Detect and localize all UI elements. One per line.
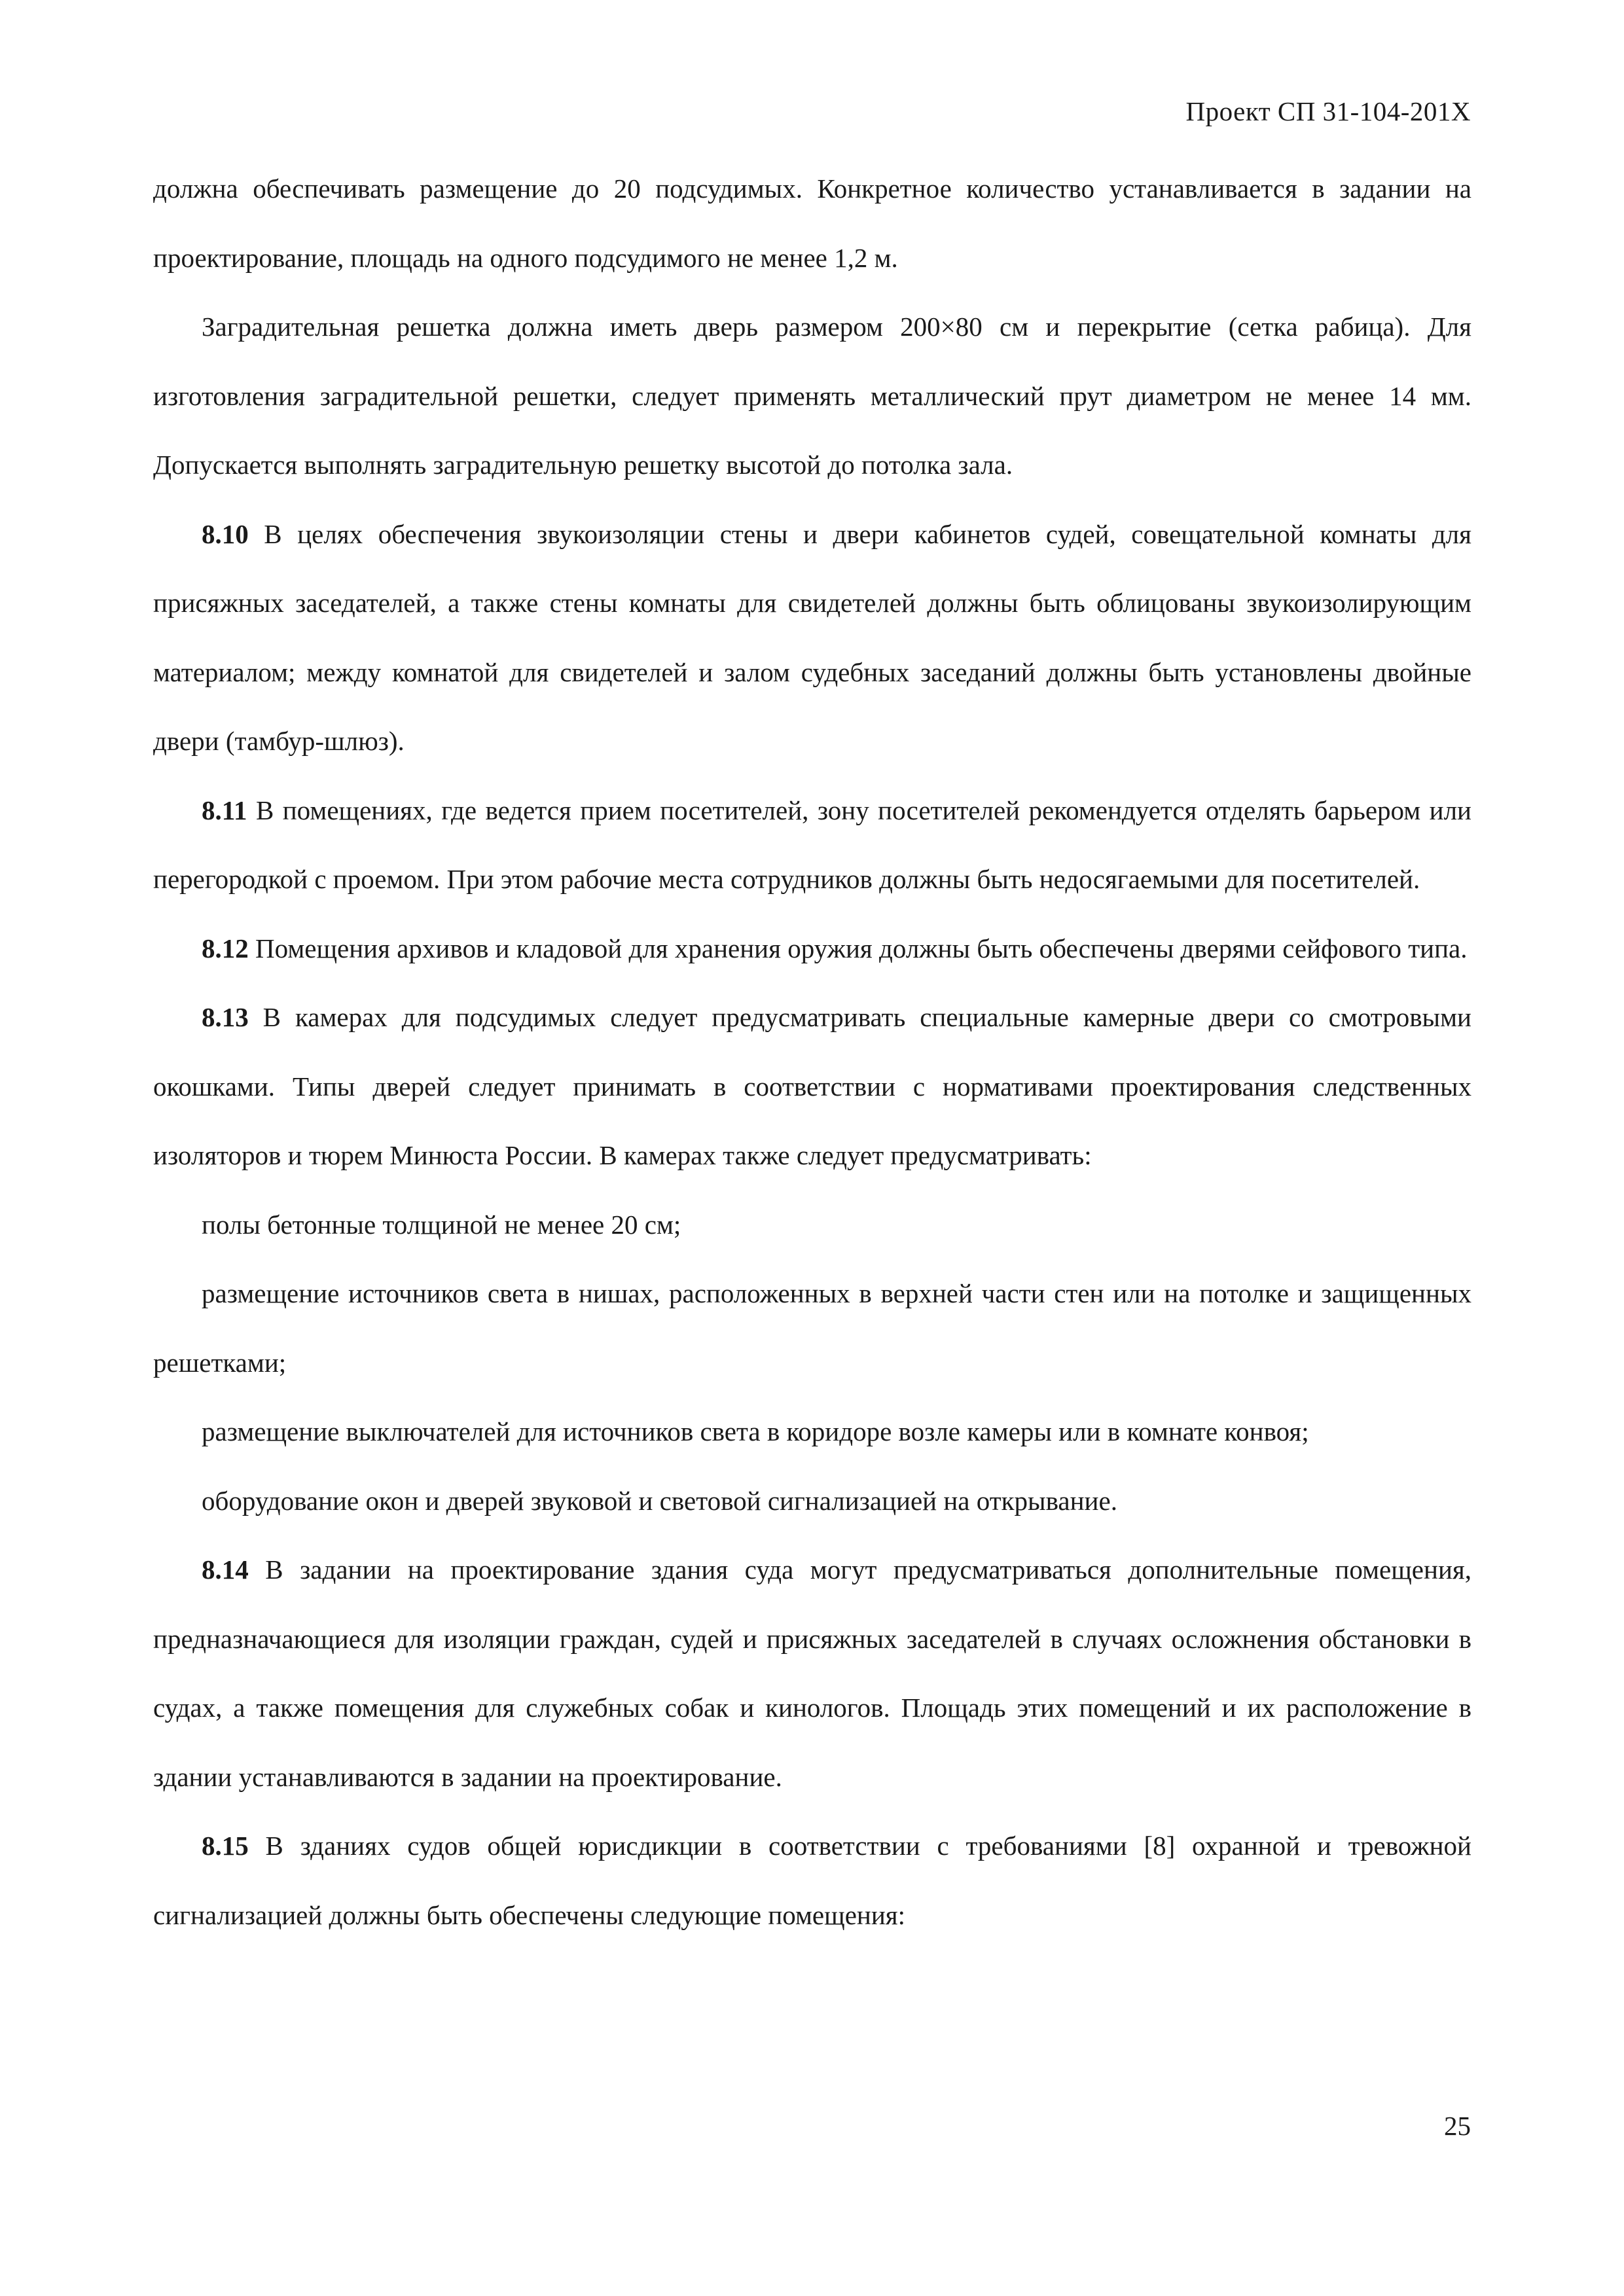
paragraph	[153, 500, 1471, 776]
page-header: Проект СП 31-104-201Х	[1185, 96, 1471, 126]
paragraph-text: размещение источников света в нишах, расположенных в верхней части стен или на потолке и защищенных решетками;	[153, 1278, 1471, 1378]
paragraph	[153, 983, 1471, 1191]
clause-number: 8.10	[202, 518, 249, 549]
clause-number: 8.12	[202, 933, 249, 963]
paragraph-text: В задании на проектирование здания суда могут предусматриваться дополнительные помещения, предназначающиеся для изоляции граждан, судей и присяжных заседателей в случаях осложнения обстановки в судах, а также помещения для служебных собак и кинологов. Площадь этих помещений и их расположение в здании устанавливаются в задании на проектирование.	[153, 1554, 1471, 1792]
paragraph-text: В целях обеспечения звукоизоляции стены и двери кабинетов судей, совещательной комнаты для присяжных заседателей, а также стены комнаты для свидетелей должны быть облицованы звукоизолирующим материалом; между комнатой для свидетелей и залом судебных заседаний должны быть установлены двойные двери (тамбур-шлюз).	[153, 518, 1471, 756]
paragraph-text: Заградительная решетка должна иметь дверь размером 200×80 см и перекрытие (сетка рабица). Для изготовления заградительной решетки, следует применять металлический прут диаметром не менее 14 мм. Допускается выполнять заградительную решетку высотой до потолка зала.	[153, 312, 1471, 480]
clause-number: 8.14	[202, 1554, 249, 1585]
paragraph-text: полы бетонные толщиной не менее 20 см;	[202, 1209, 681, 1240]
paragraph	[153, 1812, 1471, 1950]
list-item	[153, 1397, 1471, 1467]
paragraph-text: размещение выключателей для источников света в коридоре возле камеры или в комнате конвоя;	[202, 1416, 1309, 1446]
list-item	[153, 1467, 1471, 1536]
list-item	[153, 1259, 1471, 1397]
paragraph	[153, 293, 1471, 500]
paragraph-text: должна обеспечивать размещение до 20 подсудимых. Конкретное количество устанавливается в задании на проектирование, площадь на одного подсудимого не менее 1,2 м.	[153, 173, 1471, 273]
paragraph-text: В камерах для подсудимых следует предусматривать специальные камерные двери со смотровыми окошками. Типы дверей следует принимать в соответствии с нормативами проектирования следственных изоляторов и тюрем Минюста России. В камерах также следует предусматривать:	[153, 1002, 1471, 1170]
paragraph	[153, 1535, 1471, 1812]
clause-number: 8.15	[202, 1831, 249, 1861]
list-item	[153, 1191, 1471, 1260]
paragraph-text: Помещения архивов и кладовой для хранения оружия должны быть обеспечены дверями сейфового типа.	[248, 933, 1468, 963]
paragraph	[153, 154, 1471, 293]
paragraph-text: В зданиях судов общей юрисдикции в соответствии с требованиями [8] охранной и тревожной сигнализацией должны быть обеспечены следующие помещения:	[153, 1831, 1471, 1930]
paragraph-text: оборудование окон и дверей звуковой и световой сигнализацией на открывание.	[202, 1485, 1117, 1516]
page-number: 25	[1444, 2111, 1471, 2141]
paragraph	[153, 914, 1471, 984]
paragraph	[153, 776, 1471, 914]
clause-number: 8.13	[202, 1002, 249, 1032]
paragraph-text: В помещениях, где ведется прием посетителей, зону посетителей рекомендуется отделять барьером или перегородкой с проемом. При этом рабочие места сотрудников должны быть недосягаемыми для посетителей.	[153, 795, 1471, 894]
clause-number: 8.11	[202, 795, 247, 825]
document-body	[153, 154, 1471, 1950]
